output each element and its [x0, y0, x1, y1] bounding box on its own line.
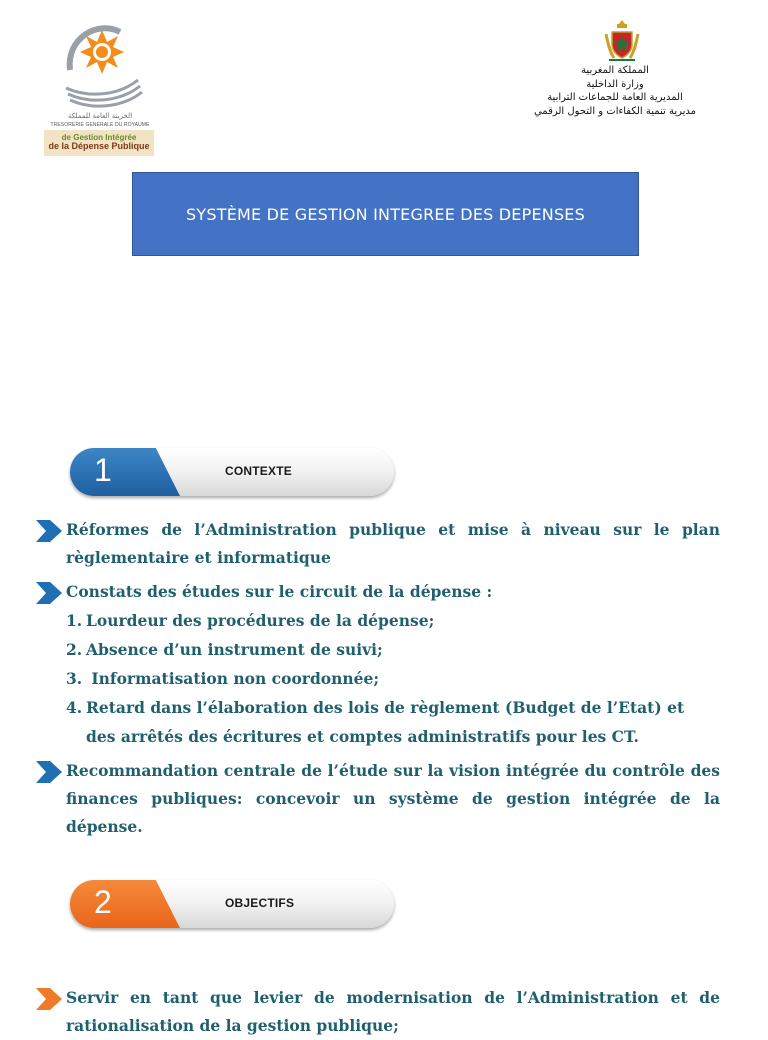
- bullet-item: [36, 578, 720, 606]
- item-text: Retard dans l’élaboration des lois de règlement (Budget de l’Etat) et: [86, 698, 685, 717]
- item-text: Informatisation non coordonnée;: [86, 669, 380, 688]
- ministry-header: [520, 64, 710, 118]
- section-number: 1: [94, 452, 112, 488]
- tagline-line-2: de la Dépense Publique: [48, 141, 150, 151]
- item-text: Lourdeur des procédures de la dépense;: [86, 611, 435, 630]
- chevron-right-icon: [36, 988, 62, 1010]
- bullet-item: [36, 516, 720, 572]
- tgr-emblem-icon: [58, 18, 142, 110]
- tgr-french-name: TRESORERIE GENERALE DU ROYAUME: [50, 122, 150, 128]
- numbered-item: [36, 664, 720, 693]
- item-number: 4.: [66, 698, 83, 717]
- bullet-text: Réformes de l’Administration publique et mise à niveau sur le plan règlementaire et informatique: [66, 520, 720, 567]
- section-header-contexte: [70, 444, 396, 500]
- tagline-line-1: de Gestion Intégrée: [61, 133, 137, 142]
- tgr-logo: [44, 18, 156, 151]
- chevron-right-icon: [36, 520, 62, 542]
- numbered-item: [36, 635, 720, 664]
- ministry-line: المديرية العامة للجماعات الترابية: [547, 92, 683, 103]
- section-label: CONTEXTE: [225, 464, 292, 478]
- item-number: 1.: [66, 611, 83, 630]
- section-number: 2: [94, 884, 112, 920]
- section-header-objectifs: [70, 876, 396, 932]
- ministry-line: مديرية تنمية الكفاءات و التحول الرقمي: [533, 105, 697, 117]
- section-contexte-body: [36, 516, 720, 841]
- moroccan-coat-of-arms-icon: [603, 18, 641, 64]
- ministry-line: وزارة الداخلية: [586, 78, 644, 90]
- bullet-text: Recommandation centrale de l’étude sur la vision intégrée du contrôle des finances publiques: concevoir un système de gestion intégrée de la dépense.: [66, 761, 720, 836]
- bullet-text: Constats des études sur le circuit de la dépense :: [66, 582, 493, 601]
- bullet-item: [36, 984, 720, 1040]
- item-text: Absence d’un instrument de suivi;: [86, 640, 383, 659]
- bullet-item: [36, 757, 720, 841]
- ministry-line: المملكة المغربية: [581, 65, 649, 76]
- item-number: 2.: [66, 640, 83, 659]
- item-text-continued: des arrêtés des écritures et comptes administratifs pour les CT.: [86, 727, 639, 746]
- numbered-item: [36, 693, 720, 751]
- document-title-box: [132, 172, 639, 256]
- tgr-tagline: [44, 130, 154, 156]
- document-title: SYSTÈME DE GESTION INTEGREE DES DEPENSES: [186, 204, 585, 224]
- tgr-arabic-name: الخزينة العامة للمملكة: [67, 112, 133, 120]
- bullet-text: Servir en tant que levier de modernisation de l’Administration et de rationalisation de la gestion publique;: [66, 988, 720, 1035]
- section-label: OBJECTIFS: [225, 896, 295, 910]
- numbered-item: [36, 606, 720, 635]
- chevron-right-icon: [36, 761, 62, 783]
- section-objectifs-body: [36, 984, 720, 1040]
- item-number: 3.: [66, 669, 83, 688]
- chevron-right-icon: [36, 582, 62, 604]
